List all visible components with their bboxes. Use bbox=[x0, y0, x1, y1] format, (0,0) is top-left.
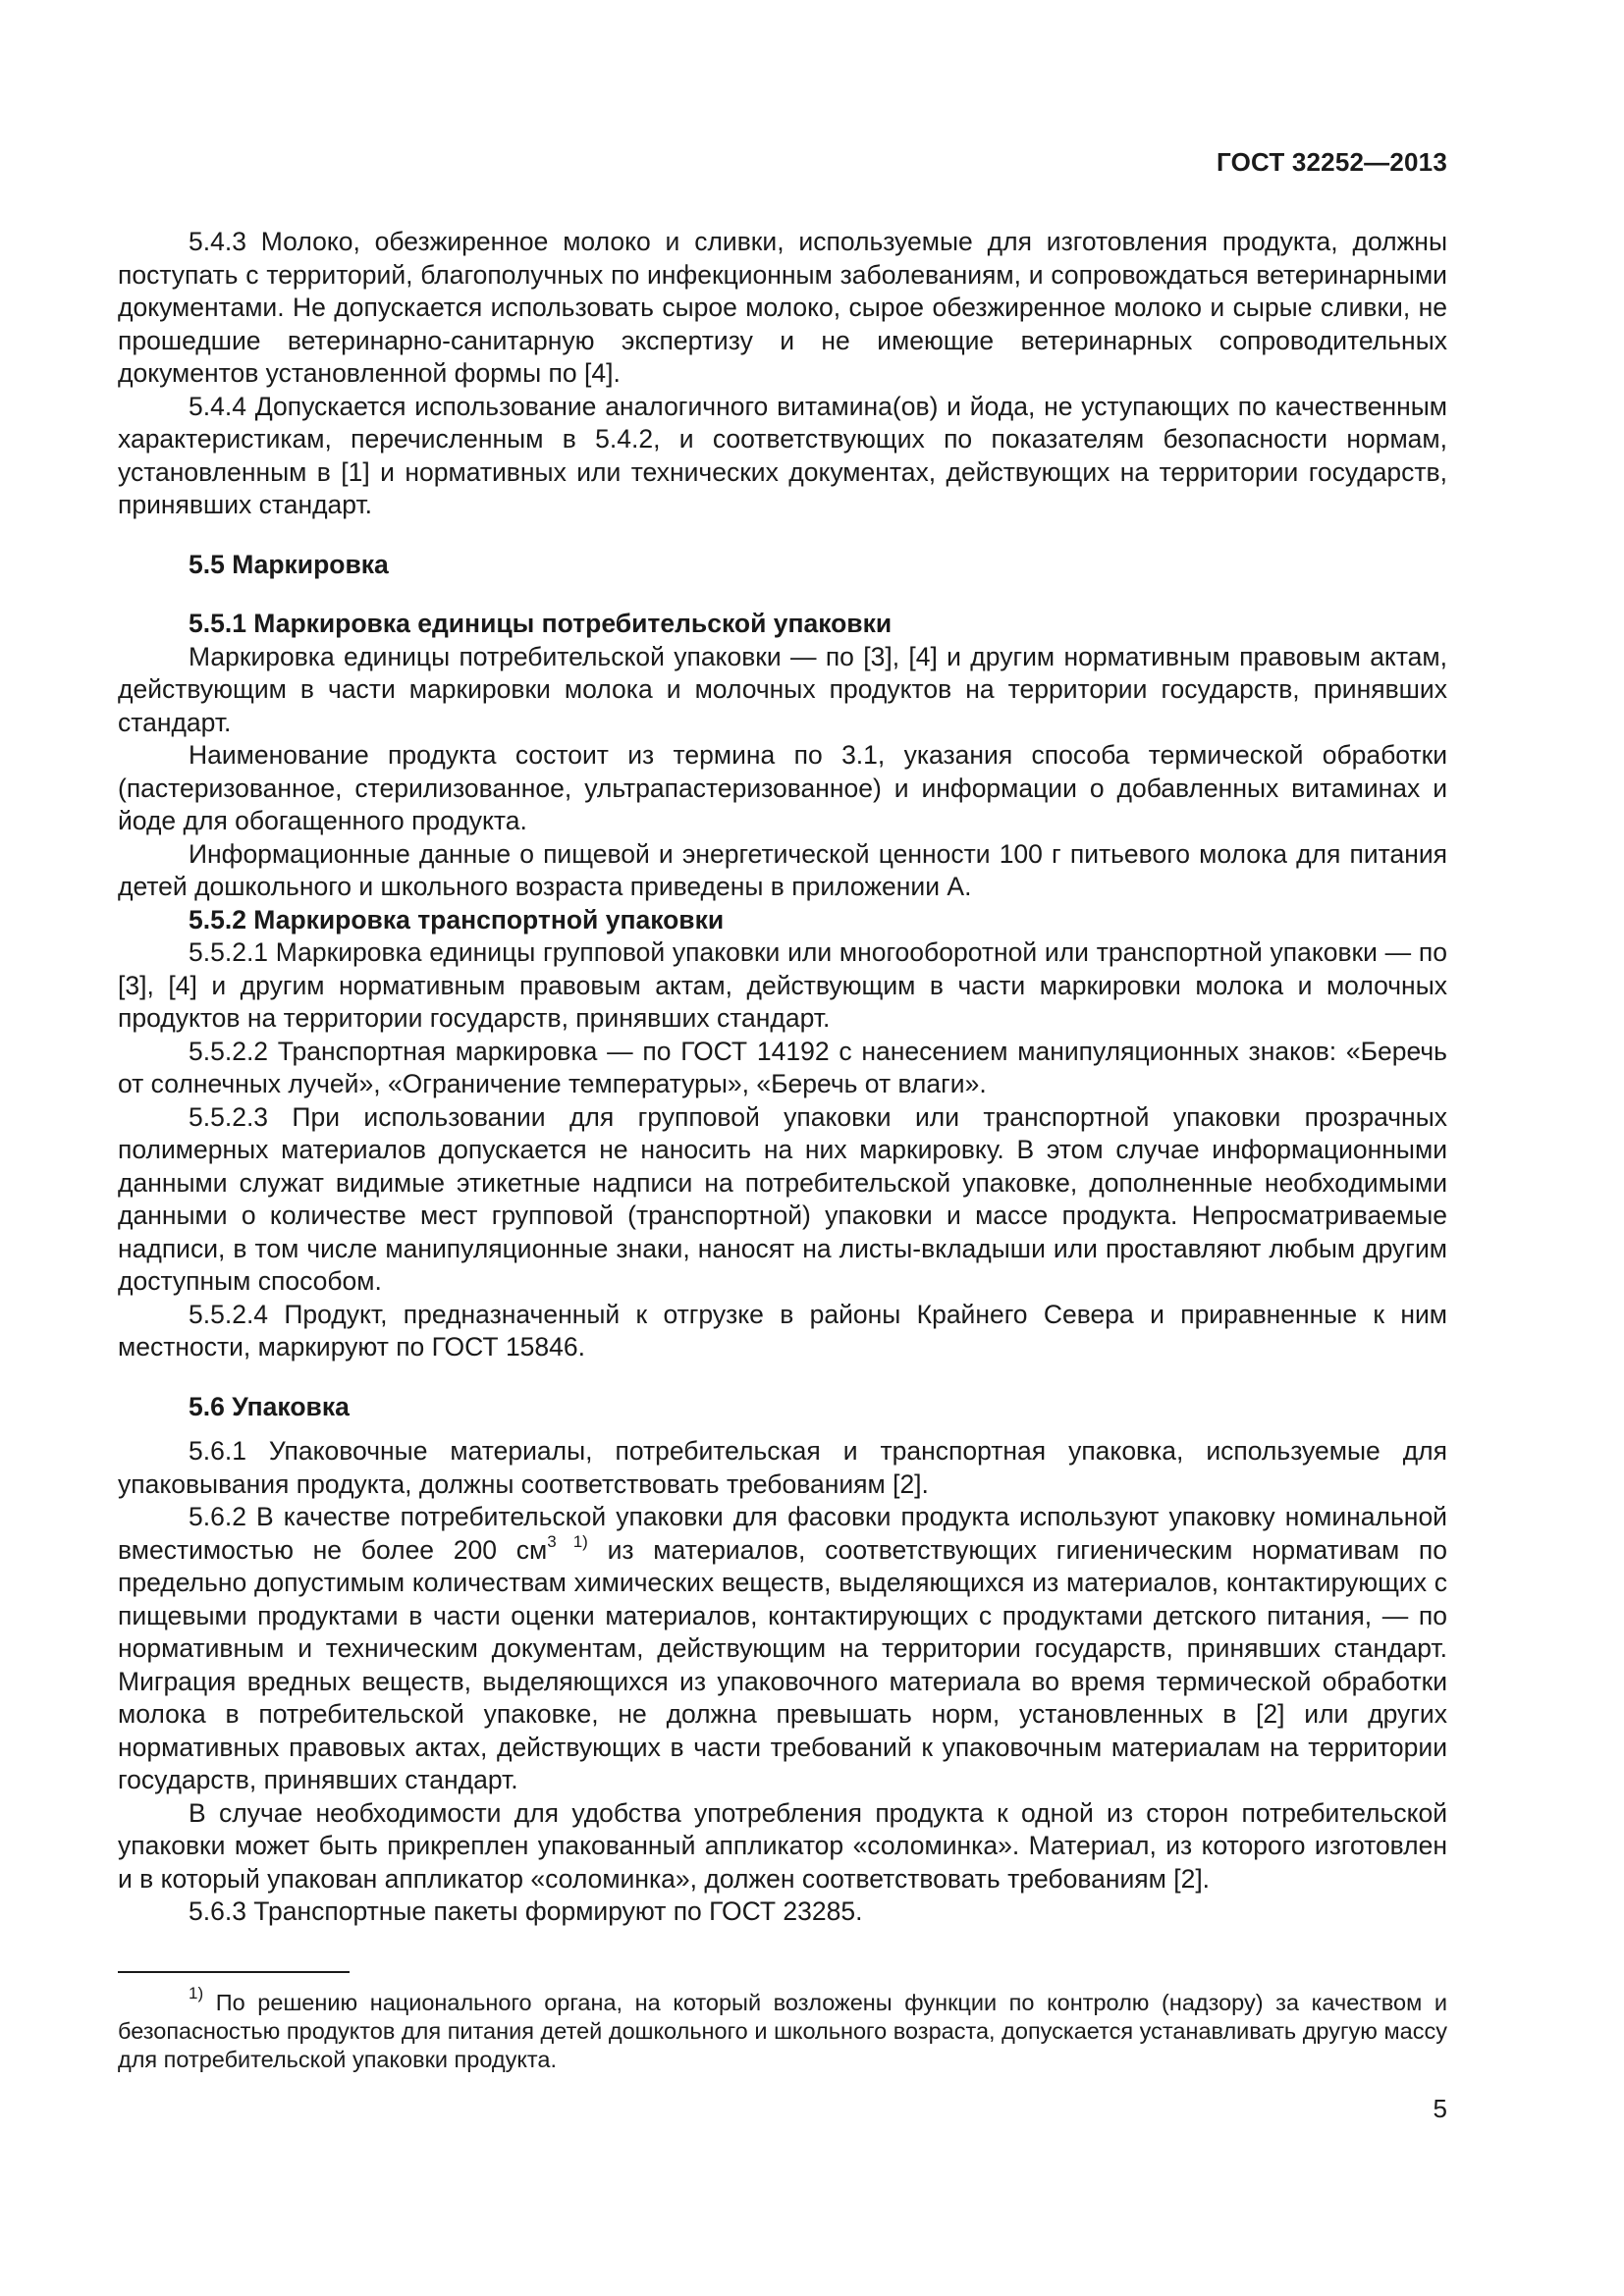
section-heading-5-5-2: 5.5.2 Маркировка транспортной упаковки bbox=[189, 904, 725, 934]
section-heading-5-5-1: 5.5.1 Маркировка единицы потребительской упаковки bbox=[189, 609, 893, 638]
paragraph-5-6-2-start: 5.6.2 В качестве потребительской упаковки для фасовки продукта используют упаковку номинальной вместимостью не более 200 см bbox=[118, 1502, 1447, 1565]
paragraph-5-6-2 bbox=[118, 1501, 1447, 1797]
paragraph-5-4-4: 5.4.4 Допускается использование аналогичного витамина(ов) и йода, не уступающих по качественным характеристикам, перечисленным в 5.4.2, и соответствующих по показателям безопасности нормам, установленным в [1] и нормативных или технических документах, действующих на территории государств, принявших стандарт. bbox=[118, 391, 1447, 519]
footnote-divider bbox=[118, 1971, 350, 1973]
paragraph-5-5-1-a: Маркировка единицы потребительской упаковки — по [3], [4] и другим нормативным правовым актам, действующим в части маркировки молока и молочных продуктов на территории государств, принявших стандарт. bbox=[118, 641, 1447, 737]
paragraph-5-5-2-1: 5.5.2.1 Маркировка единицы групповой упаковки или многооборотной или транспортной упаковки — по [3], [4] и другим нормативным правовым актам, действующим в части маркировки молока и молочных продуктов на территории государств, принявших стандарт. bbox=[118, 937, 1447, 1033]
footnote bbox=[118, 1984, 1447, 2074]
paragraph-5-5-2-4: 5.5.2.4 Продукт, предназначенный к отгрузке в районы Крайнего Севера и приравненные к ним местности, маркируют по ГОСТ 15846. bbox=[118, 1299, 1447, 1362]
footnote-reference: 3 1) bbox=[547, 1531, 588, 1551]
paragraph-5-5-1-c: Информационные данные о пищевой и энергетической ценности 100 г питьевого молока для питания детей дошкольного и школьного возраста приведены в приложении А. bbox=[118, 838, 1447, 901]
section-heading-5-5: 5.5 Маркировка bbox=[189, 549, 389, 579]
paragraph-5-5-1-b: Наименование продукта состоит из термина по 3.1, указания способа термической обработки (пастеризованное, стерилизованное, ультрапастеризованное) и информации о добавленных витаминах и йоде для обогащенного продукта. bbox=[118, 740, 1447, 835]
paragraph-5-5-2-2: 5.5.2.2 Транспортная маркировка — по ГОСТ 14192 с нанесением манипуляционных знаков: «Беречь от солнечных лучей», «Ограничение температуры», «Беречь от влаги». bbox=[118, 1036, 1447, 1098]
footnote-marker: 1) bbox=[189, 1984, 204, 2002]
paragraph-5-6-1: 5.6.1 Упаковочные материалы, потребительская и транспортная упаковка, используемые для упаковывания продукта, должны соответствовать требованиям [2]. bbox=[118, 1436, 1447, 1499]
document-body bbox=[118, 226, 1447, 1929]
paragraph-5-6-2-b: В случае необходимости для удобства употребления продукта к одной из сторон потребительской упаковки может быть прикреплен упакованный аппликатор «соломинка». Материал, из которого изготовлен и в который упакован аппликатор «соломинка», должен соответствовать требованиям [2]. bbox=[118, 1797, 1447, 1894]
paragraph-5-4-3: 5.4.3 Молоко, обезжиренное молоко и сливки, используемые для изготовления продукта, должны поступать с территорий, благополучных по инфекционным заболеваниям, и сопровождаться ветеринарными документами. Не допускается использовать сырое молоко, сырое обезжиренное молоко и сырые сливки, не прошедшие ветеринарно-санитарную экспертизу и не имеющие ветеринарных сопроводительных документов установленной формы по [4]. bbox=[118, 227, 1447, 388]
document-header: ГОСТ 32252—2013 bbox=[1217, 147, 1447, 177]
paragraph-5-6-2-end: из материалов, соответствующих гигиеническим нормативам по предельно допустимым количествам химических веществ, выделяющихся из материалов, контактирующих с пищевыми продуктами в части оценки материалов, контактирующих с продуктами детского питания, — по нормативным и техническим документам, действующим на территории государств, принявших стандарт. Миграция вредных веществ, выделяющихся из упаковочного материала во время термической обработки молока в потребительской упаковке, не должна превышать норм, установленных в [2] или других нормативных правовых актах, действующих в части требований к упаковочным материалам на территории государств, принявших стандарт. bbox=[118, 1534, 1447, 1794]
paragraph-5-5-2-3: 5.5.2.3 При использовании для групповой упаковки или транспортной упаковки прозрачных полимерных материалов допускается не наносить на них маркировку. В этом случае информационными данными служат видимые этикетные надписи на потребительской упаковке, дополненные необходимыми данными о количестве мест групповой (транспортной) упаковки и массе продукта. Непросматриваемые надписи, в том числе манипуляционные знаки, наносят на листы-вкладыши или проставляют любым другим доступным способом. bbox=[118, 1101, 1447, 1296]
page-number: 5 bbox=[1433, 2094, 1447, 2123]
footnote-text: По решению национального органа, на который возложены функции по контролю (надзору) за качеством и безопасностью продуктов для питания детей дошкольного и школьного возраста, допускается устанавливать другую массу для потребительской упаковки продукта. bbox=[118, 1990, 1447, 2072]
section-heading-5-6: 5.6 Упаковка bbox=[189, 1391, 350, 1421]
paragraph-5-6-3: 5.6.3 Транспортные пакеты формируют по ГОСТ 23285. bbox=[189, 1896, 863, 1926]
